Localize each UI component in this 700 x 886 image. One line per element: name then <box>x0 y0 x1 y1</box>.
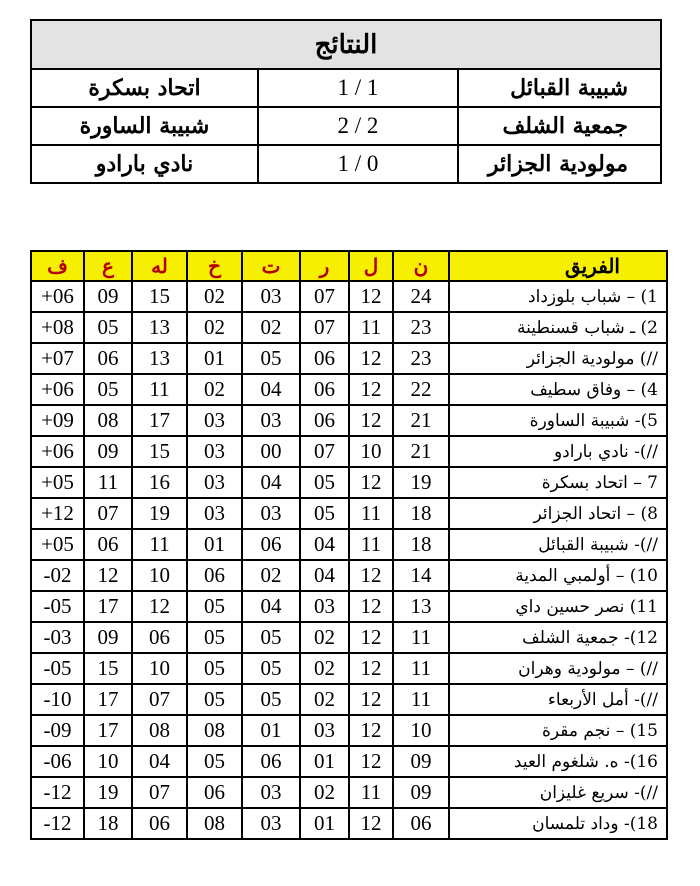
header-draw: ت <box>242 251 300 281</box>
lost-cell: 05 <box>187 684 242 715</box>
away-team: اتحاد بسكرة <box>31 69 258 107</box>
goals-for-cell: 13 <box>132 312 187 343</box>
won-cell: 03 <box>300 591 349 622</box>
standings-header-row <box>31 251 667 281</box>
standings-row <box>31 715 667 746</box>
played-cell: 12 <box>349 715 393 746</box>
standings-row <box>31 436 667 467</box>
team-name-cell: 12)- جمعية الشلف <box>449 622 667 653</box>
goals-against-cell: 18 <box>84 808 132 839</box>
won-cell: 04 <box>300 560 349 591</box>
away-team: شبيبة الساورة <box>31 107 258 145</box>
points-cell: 09 <box>393 746 449 777</box>
points-cell: 13 <box>393 591 449 622</box>
lost-cell: 03 <box>187 498 242 529</box>
won-cell: 06 <box>300 405 349 436</box>
team-name-cell: 8) – اتحاد الجزائر <box>449 498 667 529</box>
played-cell: 12 <box>349 684 393 715</box>
standings-table <box>30 250 668 840</box>
played-cell: 11 <box>349 498 393 529</box>
points-cell: 11 <box>393 622 449 653</box>
standings-row <box>31 746 667 777</box>
goals-for-cell: 19 <box>132 498 187 529</box>
header-lost: خ <box>187 251 242 281</box>
goals-against-cell: 07 <box>84 498 132 529</box>
won-cell: 04 <box>300 529 349 560</box>
lost-cell: 02 <box>187 281 242 312</box>
team-name-cell: //)- نادي بارادو <box>449 436 667 467</box>
draw-cell: 05 <box>242 622 300 653</box>
header-goals-for: له <box>132 251 187 281</box>
goal-diff-cell: +08 <box>31 312 84 343</box>
team-name-cell: //) – مولودية وهران <box>449 653 667 684</box>
draw-cell: 03 <box>242 498 300 529</box>
goals-against-cell: 11 <box>84 467 132 498</box>
goals-for-cell: 10 <box>132 653 187 684</box>
team-name-cell: 18)- وداد تلمسان <box>449 808 667 839</box>
draw-cell: 03 <box>242 777 300 808</box>
lost-cell: 05 <box>187 622 242 653</box>
played-cell: 10 <box>349 436 393 467</box>
points-cell: 11 <box>393 684 449 715</box>
played-cell: 11 <box>349 529 393 560</box>
won-cell: 05 <box>300 467 349 498</box>
goals-for-cell: 15 <box>132 281 187 312</box>
points-cell: 23 <box>393 343 449 374</box>
standings-row <box>31 467 667 498</box>
match-row <box>31 145 661 183</box>
lost-cell: 05 <box>187 653 242 684</box>
goals-for-cell: 11 <box>132 374 187 405</box>
goals-against-cell: 09 <box>84 622 132 653</box>
team-name-cell: 10) – أولمبي المدية <box>449 560 667 591</box>
standings-row <box>31 405 667 436</box>
played-cell: 12 <box>349 281 393 312</box>
draw-cell: 05 <box>242 684 300 715</box>
team-name-cell: 16)- ه. شلغوم العيد <box>449 746 667 777</box>
points-cell: 22 <box>393 374 449 405</box>
lost-cell: 08 <box>187 715 242 746</box>
lost-cell: 01 <box>187 343 242 374</box>
standings-row <box>31 498 667 529</box>
draw-cell: 00 <box>242 436 300 467</box>
header-played: ل <box>349 251 393 281</box>
draw-cell: 02 <box>242 312 300 343</box>
lost-cell: 02 <box>187 312 242 343</box>
standings-row <box>31 312 667 343</box>
match-score: 1 / 1 <box>258 69 458 107</box>
results-table <box>30 19 662 184</box>
played-cell: 12 <box>349 653 393 684</box>
won-cell: 02 <box>300 777 349 808</box>
match-score: 2 / 2 <box>258 107 458 145</box>
goals-for-cell: 07 <box>132 777 187 808</box>
won-cell: 07 <box>300 312 349 343</box>
played-cell: 12 <box>349 746 393 777</box>
goal-diff-cell: +06 <box>31 436 84 467</box>
goals-against-cell: 09 <box>84 281 132 312</box>
standings-row <box>31 684 667 715</box>
team-name-cell: 5)- شبيبة الساورة <box>449 405 667 436</box>
points-cell: 21 <box>393 405 449 436</box>
points-cell: 19 <box>393 467 449 498</box>
won-cell: 02 <box>300 684 349 715</box>
points-cell: 18 <box>393 498 449 529</box>
draw-cell: 06 <box>242 746 300 777</box>
standings-row <box>31 653 667 684</box>
draw-cell: 02 <box>242 560 300 591</box>
lost-cell: 05 <box>187 746 242 777</box>
goals-against-cell: 05 <box>84 374 132 405</box>
team-name-cell: //)- أمل الأربعاء <box>449 684 667 715</box>
won-cell: 07 <box>300 436 349 467</box>
goals-against-cell: 17 <box>84 684 132 715</box>
goals-for-cell: 11 <box>132 529 187 560</box>
goal-diff-cell: +12 <box>31 498 84 529</box>
standings-row <box>31 560 667 591</box>
team-name-cell: 4) – وفاق سطيف <box>449 374 667 405</box>
points-cell: 14 <box>393 560 449 591</box>
goals-for-cell: 04 <box>132 746 187 777</box>
played-cell: 12 <box>349 591 393 622</box>
away-team: نادي بارادو <box>31 145 258 183</box>
points-cell: 24 <box>393 281 449 312</box>
match-row <box>31 69 661 107</box>
points-cell: 23 <box>393 312 449 343</box>
goal-diff-cell: +07 <box>31 343 84 374</box>
team-name-cell: 7 – اتحاد بسكرة <box>449 467 667 498</box>
played-cell: 12 <box>349 808 393 839</box>
goal-diff-cell: +06 <box>31 374 84 405</box>
header-goals-against: ع <box>84 251 132 281</box>
won-cell: 01 <box>300 808 349 839</box>
standings-body <box>31 281 667 839</box>
standings-row <box>31 591 667 622</box>
played-cell: 12 <box>349 405 393 436</box>
lost-cell: 03 <box>187 467 242 498</box>
goal-diff-cell: +09 <box>31 405 84 436</box>
draw-cell: 04 <box>242 374 300 405</box>
goals-against-cell: 17 <box>84 591 132 622</box>
goals-against-cell: 06 <box>84 343 132 374</box>
team-name-cell: //) مولودية الجزائر <box>449 343 667 374</box>
goals-for-cell: 06 <box>132 622 187 653</box>
goals-for-cell: 13 <box>132 343 187 374</box>
won-cell: 02 <box>300 653 349 684</box>
points-cell: 06 <box>393 808 449 839</box>
team-name-cell: 2) ـ شباب قسنطينة <box>449 312 667 343</box>
points-cell: 11 <box>393 653 449 684</box>
won-cell: 02 <box>300 622 349 653</box>
header-goal-diff: ف <box>31 251 84 281</box>
lost-cell: 08 <box>187 808 242 839</box>
goals-for-cell: 12 <box>132 591 187 622</box>
goals-against-cell: 19 <box>84 777 132 808</box>
won-cell: 07 <box>300 281 349 312</box>
standings-row <box>31 374 667 405</box>
results-title-row <box>31 20 661 69</box>
played-cell: 11 <box>349 777 393 808</box>
points-cell: 21 <box>393 436 449 467</box>
goal-diff-cell: +05 <box>31 467 84 498</box>
header-team: الفريق <box>449 251 667 281</box>
draw-cell: 06 <box>242 529 300 560</box>
match-row <box>31 107 661 145</box>
draw-cell: 03 <box>242 808 300 839</box>
team-name-cell: 11) نصر حسين داي <box>449 591 667 622</box>
goal-diff-cell: -05 <box>31 591 84 622</box>
goal-diff-cell: -10 <box>31 684 84 715</box>
lost-cell: 01 <box>187 529 242 560</box>
lost-cell: 03 <box>187 436 242 467</box>
won-cell: 01 <box>300 746 349 777</box>
goals-against-cell: 17 <box>84 715 132 746</box>
lost-cell: 06 <box>187 777 242 808</box>
header-won: ر <box>300 251 349 281</box>
goals-against-cell: 08 <box>84 405 132 436</box>
goal-diff-cell: +05 <box>31 529 84 560</box>
home-team: شبيبة القبائل <box>458 69 661 107</box>
points-cell: 09 <box>393 777 449 808</box>
goals-against-cell: 05 <box>84 312 132 343</box>
standings-row <box>31 777 667 808</box>
team-name-cell: //)- سريع غليزان <box>449 777 667 808</box>
goals-for-cell: 15 <box>132 436 187 467</box>
lost-cell: 05 <box>187 591 242 622</box>
lost-cell: 03 <box>187 405 242 436</box>
played-cell: 12 <box>349 343 393 374</box>
goal-diff-cell: -03 <box>31 622 84 653</box>
played-cell: 12 <box>349 622 393 653</box>
goal-diff-cell: -06 <box>31 746 84 777</box>
draw-cell: 05 <box>242 653 300 684</box>
draw-cell: 03 <box>242 405 300 436</box>
points-cell: 10 <box>393 715 449 746</box>
team-name-cell: //)- شبيبة القبائل <box>449 529 667 560</box>
standings-row <box>31 281 667 312</box>
played-cell: 11 <box>349 312 393 343</box>
goals-against-cell: 09 <box>84 436 132 467</box>
home-team: مولودية الجزائر <box>458 145 661 183</box>
goal-diff-cell: -12 <box>31 808 84 839</box>
goal-diff-cell: -05 <box>31 653 84 684</box>
team-name-cell: 1) – شباب بلوزداد <box>449 281 667 312</box>
goals-against-cell: 10 <box>84 746 132 777</box>
draw-cell: 03 <box>242 281 300 312</box>
standings-row <box>31 529 667 560</box>
draw-cell: 05 <box>242 343 300 374</box>
draw-cell: 04 <box>242 467 300 498</box>
draw-cell: 01 <box>242 715 300 746</box>
played-cell: 12 <box>349 467 393 498</box>
header-points: ن <box>393 251 449 281</box>
standings-row <box>31 343 667 374</box>
goal-diff-cell: -09 <box>31 715 84 746</box>
results-title: النتائج <box>31 20 661 69</box>
goals-for-cell: 17 <box>132 405 187 436</box>
lost-cell: 06 <box>187 560 242 591</box>
goals-for-cell: 07 <box>132 684 187 715</box>
goal-diff-cell: -02 <box>31 560 84 591</box>
team-name-cell: 15) – نجم مقرة <box>449 715 667 746</box>
goals-against-cell: 06 <box>84 529 132 560</box>
won-cell: 06 <box>300 343 349 374</box>
goal-diff-cell: +06 <box>31 281 84 312</box>
goals-for-cell: 16 <box>132 467 187 498</box>
goals-against-cell: 15 <box>84 653 132 684</box>
standings-row <box>31 622 667 653</box>
match-score: 1 / 0 <box>258 145 458 183</box>
played-cell: 12 <box>349 560 393 591</box>
draw-cell: 04 <box>242 591 300 622</box>
goals-for-cell: 10 <box>132 560 187 591</box>
goals-for-cell: 06 <box>132 808 187 839</box>
home-team: جمعية الشلف <box>458 107 661 145</box>
goals-for-cell: 08 <box>132 715 187 746</box>
goal-diff-cell: -12 <box>31 777 84 808</box>
standings-row <box>31 808 667 839</box>
points-cell: 18 <box>393 529 449 560</box>
won-cell: 05 <box>300 498 349 529</box>
won-cell: 06 <box>300 374 349 405</box>
played-cell: 12 <box>349 374 393 405</box>
won-cell: 03 <box>300 715 349 746</box>
lost-cell: 02 <box>187 374 242 405</box>
goals-against-cell: 12 <box>84 560 132 591</box>
